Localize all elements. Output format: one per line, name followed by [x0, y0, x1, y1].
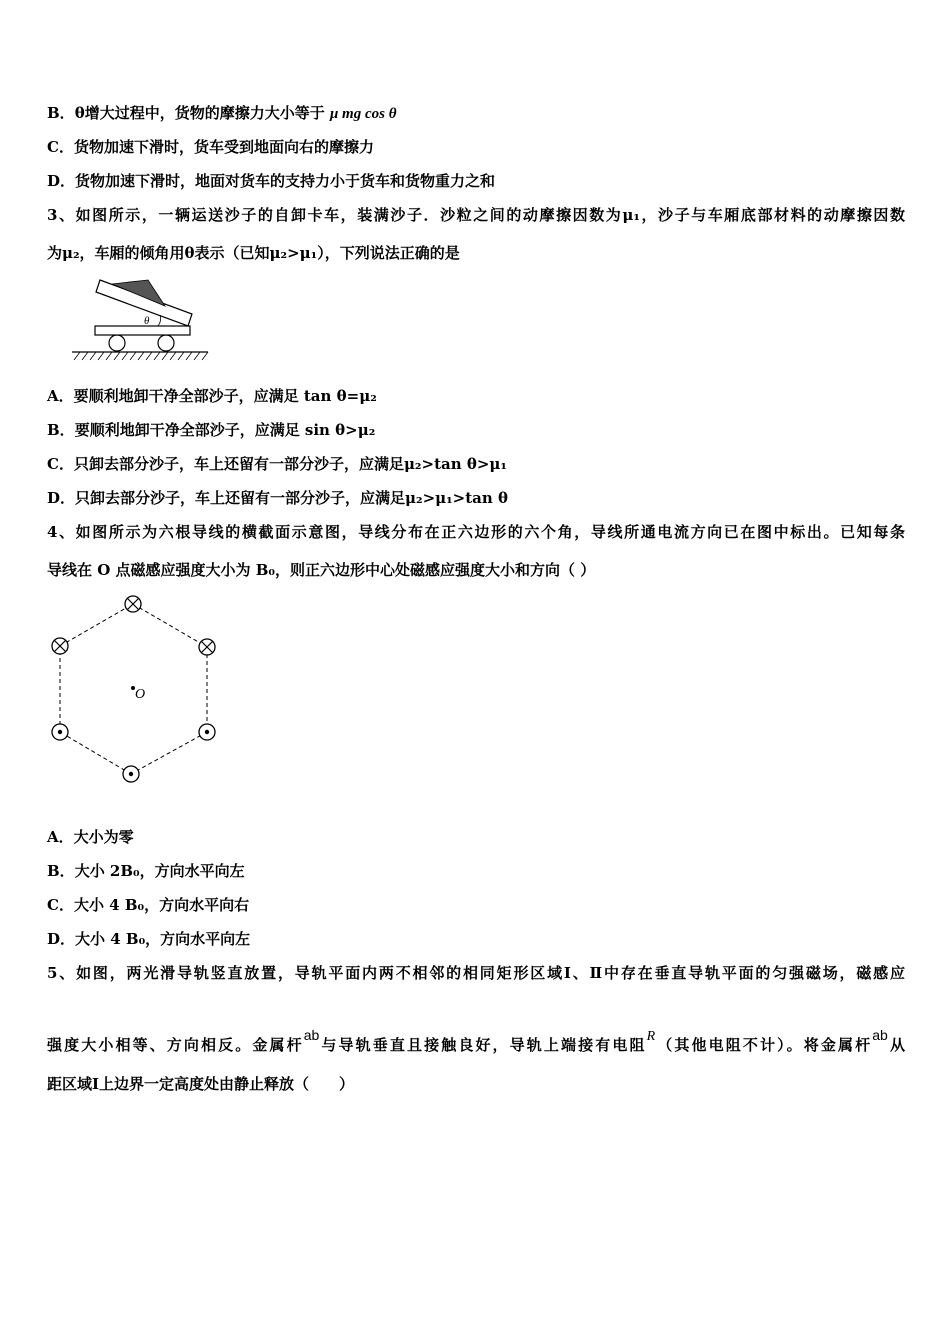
option-text: 货物加速下滑时，货车受到地面向右的摩擦力 — [73, 138, 374, 156]
q3-option-d — [47, 488, 508, 508]
q4-option-b — [47, 861, 245, 881]
q4-stem-line1: 4、如图所示为六根导线的横截面示意图，导线分布在正六边形的六个角，导线所通电流方向已在图中标出。已知每条 — [47, 523, 905, 541]
q3-option-a — [47, 386, 377, 406]
q4-option-a — [47, 827, 134, 847]
resistor-label: R — [646, 1029, 656, 1044]
option-label: A． — [47, 828, 74, 846]
option-label: B． — [47, 862, 75, 880]
q5-stem-line3: 距区域Ⅰ上边界一定高度处由静止释放（ ） — [47, 1075, 355, 1093]
text-segment: 强度大小相等、方向相反。金属杆 — [47, 1036, 304, 1054]
wire-out-of-page-right — [199, 724, 215, 740]
wire-into-page-right — [199, 639, 215, 655]
option-label: C． — [47, 896, 74, 914]
formula: μ mg cos θ — [329, 106, 397, 122]
q5-stem-line1: 5、如图，两光滑导轨竖直放置，导轨平面内两不相邻的相同矩形区域Ⅰ、Ⅱ中存在垂直导轨平面的匀强磁场，磁感应 — [47, 964, 905, 982]
dump-truck-figure — [70, 272, 210, 364]
hexagon-wires-figure — [40, 590, 230, 790]
option-label: B． — [47, 421, 75, 439]
option-label: D． — [47, 489, 76, 507]
q3-option-c — [47, 454, 507, 474]
option-text: 只卸去部分沙子，车上还留有一部分沙子，应满足μ₂>μ₁>tan θ — [75, 489, 509, 507]
q5-stem-line2 — [47, 1025, 905, 1055]
option-label: C． — [47, 138, 74, 156]
q2-option-c — [47, 137, 374, 157]
q4-option-c — [47, 895, 249, 915]
rod-label: ab — [872, 1027, 888, 1043]
wire-into-page-left — [52, 638, 68, 654]
text-segment: （其他电阻不计）。将金属杆 — [655, 1036, 873, 1054]
option-text: 要顺利地卸干净全部沙子，应满足 sin θ>μ₂ — [74, 421, 376, 439]
option-text: 大小 2B₀，方向水平向左 — [74, 862, 245, 880]
text-segment: 从 — [887, 1036, 905, 1054]
q2-option-b — [47, 103, 396, 124]
q3-stem-line1: 3、如图所示，一辆运送沙子的自卸卡车，装满沙子．沙粒之间的动摩擦因数为μ₁，沙子与车厢底部材料的动摩擦因数 — [47, 206, 905, 224]
option-text: 大小 4 B₀，方向水平向右 — [73, 896, 250, 914]
wire-out-of-page-bottom — [123, 766, 139, 782]
q4-stem-line2: 导线在 O 点磁感应强度大小为 B₀，则正六边形中心处磁感应强度大小和方向（ ） — [47, 561, 596, 579]
option-label: D． — [47, 930, 76, 948]
q3-stem-line2: 为μ₂，车厢的倾角用θ表示（已知μ₂>μ₁），下列说法正确的是 — [47, 244, 460, 262]
option-label: A． — [47, 387, 74, 405]
wire-into-page-top — [125, 596, 141, 612]
option-label: C． — [47, 455, 74, 473]
center-o-label: O — [135, 687, 146, 702]
option-text: 大小为零 — [73, 828, 134, 846]
option-text: θ增大过程中，货物的摩擦力大小等于 — [74, 104, 325, 122]
option-label: D． — [47, 172, 76, 190]
wire-out-of-page-left — [52, 724, 68, 740]
option-text: 要顺利地卸干净全部沙子，应满足 tan θ=μ₂ — [73, 387, 377, 405]
option-text: 只卸去部分沙子，车上还留有一部分沙子，应满足μ₂>tan θ>μ₁ — [73, 455, 507, 473]
angle-theta-label: θ — [144, 315, 150, 327]
q4-option-d — [47, 929, 250, 949]
option-text: 货物加速下滑时，地面对货车的支持力小于货车和货物重力之和 — [75, 172, 496, 190]
q2-option-d — [47, 171, 495, 191]
text-segment: 与导轨垂直且接触良好，导轨上端接有电阻 — [319, 1036, 647, 1054]
q3-option-b — [47, 420, 375, 440]
option-label: B． — [47, 104, 75, 122]
option-text: 大小 4 B₀，方向水平向左 — [75, 930, 251, 948]
rod-label: ab — [303, 1027, 320, 1043]
